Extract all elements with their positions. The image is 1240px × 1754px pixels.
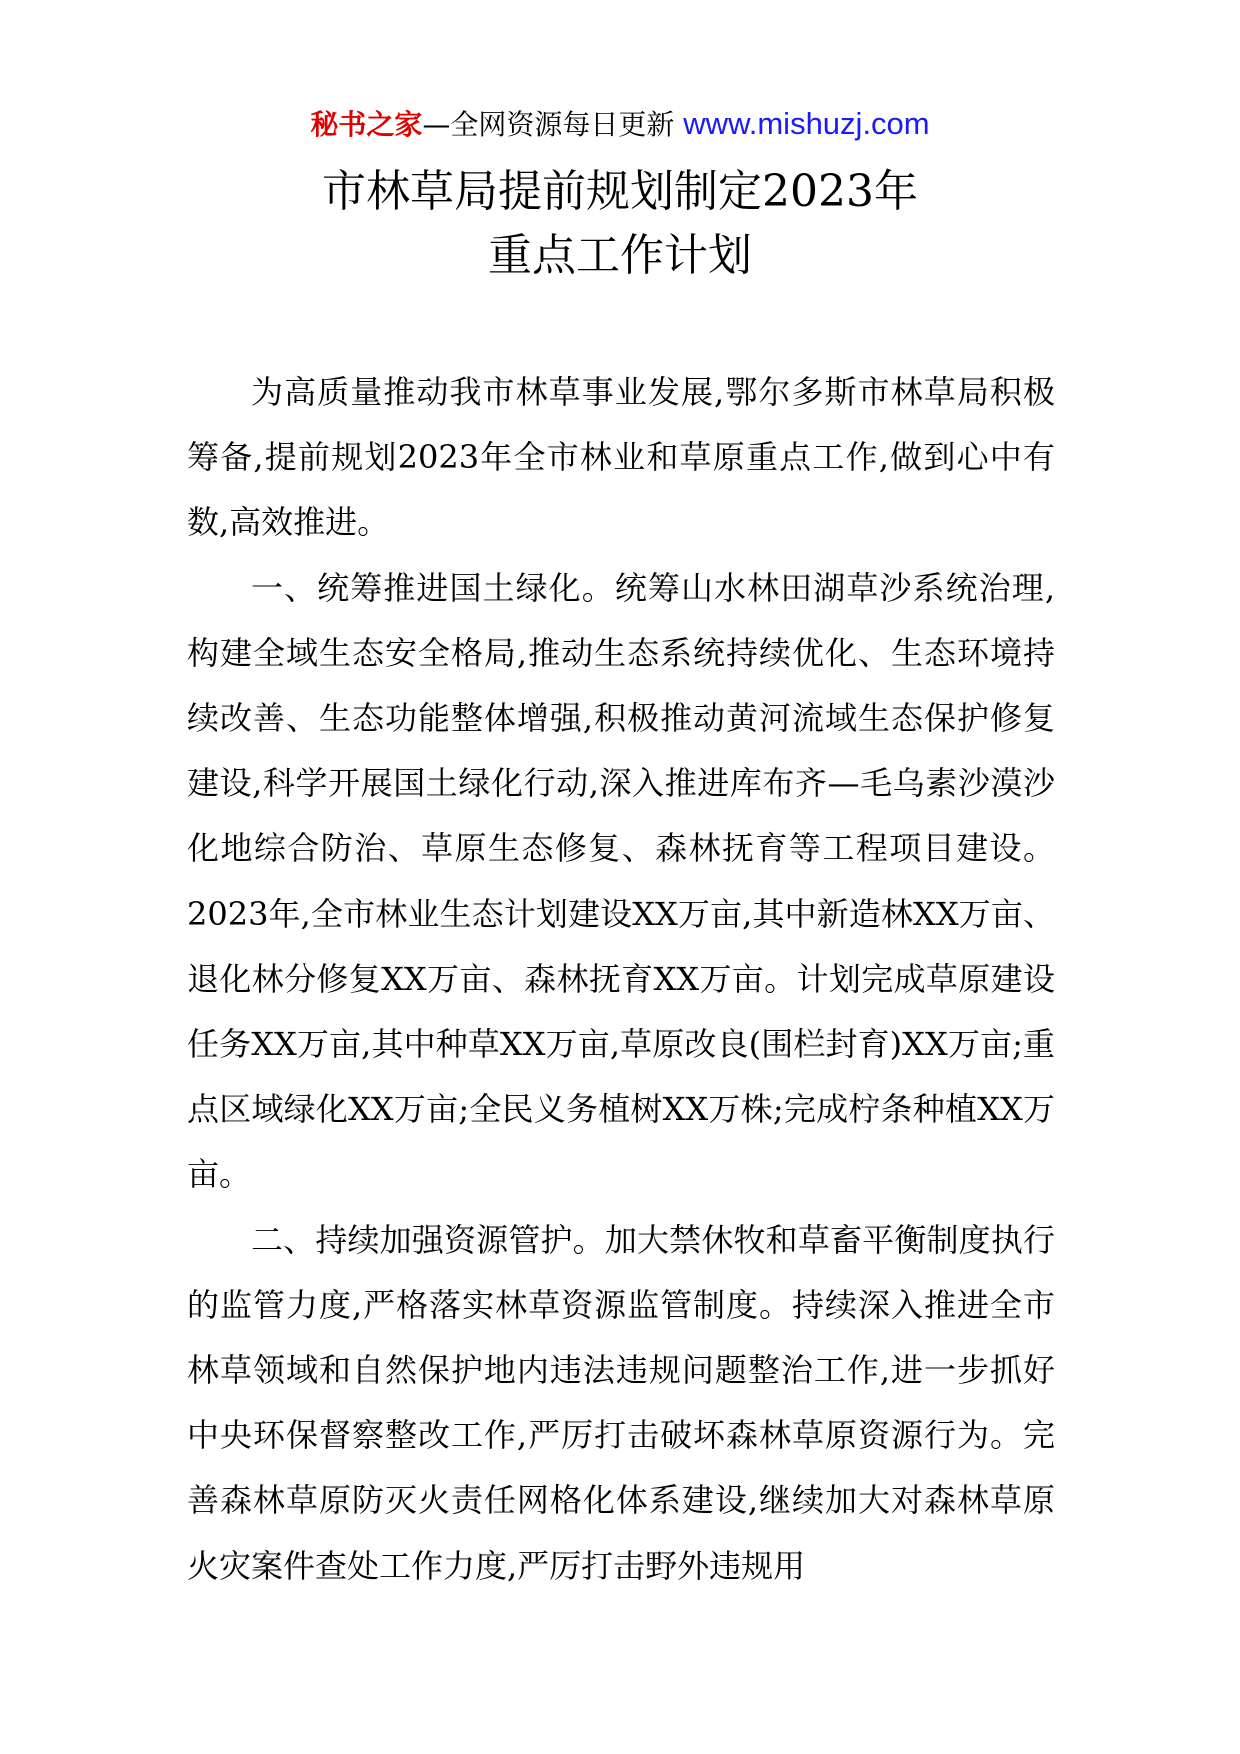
document-title	[0, 160, 1240, 288]
brand-name: 秘书之家	[310, 108, 423, 141]
title-line-1: 市林草局提前规划制定2023年	[322, 166, 918, 217]
title-line-2: 重点工作计划	[488, 230, 752, 281]
header-slogan: —全网资源每日更新	[422, 108, 675, 141]
document-body	[187, 360, 1055, 1599]
watermark-header	[0, 104, 1240, 145]
paragraph-section-1: 一、统筹推进国土绿化。统筹山水林田湖草沙系统治理,构建全域生态安全格局,推动生态系统持续优化、生态环境持续改善、生态功能整体增强,积极推动黄河流域生态保护修复建设,科学开展国土绿化行动,深入推进库布齐—毛乌素沙漠沙化地综合防治、草原生态修复、森林抚育等工程项目建设。2023年,全市林业生态计划建设XX万亩,其中新造林XX万亩、退化林分修复XX万亩、森林抚育XX万亩。计划完成草原建设任务XX万亩,其中种草XX万亩,草原改良(围栏封育)XX万亩;重点区域绿化XX万亩;全民义务植树XX万株;完成柠条种植XX万亩。	[187, 568, 1055, 1194]
paragraph-intro: 为高质量推动我市林草事业发展,鄂尔多斯市林草局积极筹备,提前规划2023年全市林业和草原重点工作,做到心中有数,高效推进。	[187, 373, 1055, 542]
site-url-link[interactable]: www.mishuzj.com	[683, 106, 930, 141]
paragraph-section-2: 二、持续加强资源管护。加大禁休牧和草畜平衡制度执行的监管力度,严格落实林草资源监管制度。持续深入推进全市林草领域和自然保护地内违法违规问题整治工作,进一步抓好中央环保督察整改工作,严厉打击破坏森林草原资源行为。完善森林草原防灭火责任网格化体系建设,继续加大对森林草原火灾案件查处工作力度,严厉打击野外违规用	[187, 1220, 1055, 1585]
